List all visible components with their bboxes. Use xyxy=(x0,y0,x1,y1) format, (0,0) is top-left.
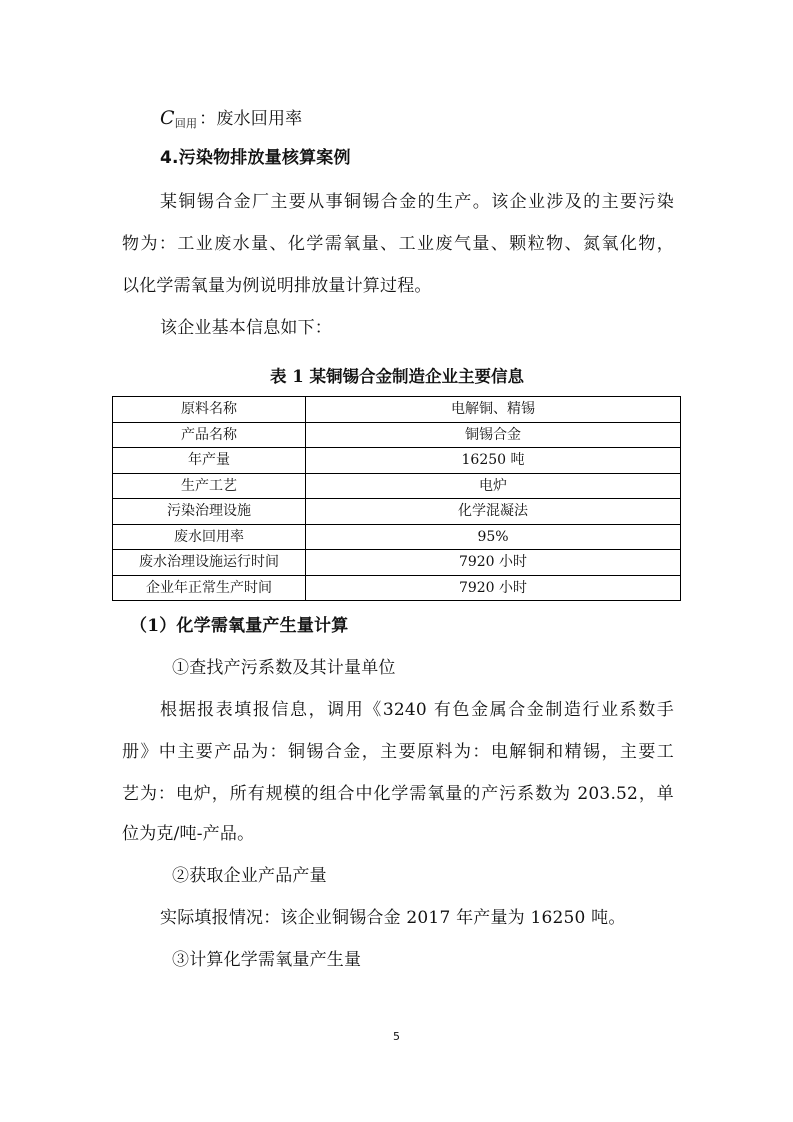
table-row xyxy=(113,397,681,423)
table-label: 废水回用率 xyxy=(113,524,306,550)
table-value: 化学混凝法 xyxy=(306,499,681,525)
table-row xyxy=(113,499,681,525)
table-label: 原料名称 xyxy=(113,397,306,423)
table-row xyxy=(113,473,681,499)
table-value: 铜锡合金 xyxy=(306,422,681,448)
intro-line-3: 以化学需氧量为例说明排放量计算过程。 xyxy=(122,276,432,296)
variable-definition xyxy=(160,108,674,134)
step-3-heading: ③计算化学需氧量产生量 xyxy=(172,950,362,970)
table-row xyxy=(113,422,681,448)
enterprise-info-table xyxy=(112,396,681,601)
intro-line-1: 某铜锡合金厂主要从事铜锡合金的生产。该企业涉及的主要污染 xyxy=(160,192,674,212)
page-number: 5 xyxy=(393,1030,400,1043)
step-1-line-1: 根据报表填报信息，调用《3240 有色金属合金制造行业系数手 xyxy=(160,700,674,720)
table-caption: 表 1 某铜锡合金制造企业主要信息 xyxy=(270,367,524,386)
table-value: 电炉 xyxy=(306,473,681,499)
variable-subscript: 回用 xyxy=(174,117,198,130)
step-1-heading: ①查找产污系数及其计量单位 xyxy=(172,658,396,678)
table-label: 污染治理设施 xyxy=(113,499,306,525)
section-heading-4: 4.污染物排放量核算案例 xyxy=(160,148,351,168)
table-value: 电解铜、精锡 xyxy=(306,397,681,423)
variable-text: ：废水回用率 xyxy=(199,109,303,129)
table-label: 产品名称 xyxy=(113,422,306,448)
section-1-title: （1）化学需氧量产生量计算 xyxy=(130,616,349,636)
step-1-line-4: 位为克/吨-产品。 xyxy=(122,824,255,844)
step-1-line-3: 艺为：电炉，所有规模的组合中化学需氧量的产污系数为 203.52，单 xyxy=(122,784,674,804)
table-label: 废水治理设施运行时间 xyxy=(113,550,306,576)
step-1-line-2: 册》中主要产品为：铜锡合金，主要原料为：电解铜和精锡，主要工 xyxy=(122,742,674,762)
basic-info-intro: 该企业基本信息如下： xyxy=(160,318,332,338)
table-row xyxy=(113,550,681,576)
variable-symbol: C xyxy=(160,107,175,129)
step-2-text: 实际填报情况：该企业铜锡合金 2017 年产量为 16250 吨。 xyxy=(160,908,626,928)
table-label: 年产量 xyxy=(113,448,306,474)
table-row xyxy=(113,524,681,550)
table-value: 7920 小时 xyxy=(306,550,681,576)
intro-line-2: 物为：工业废水量、化学需氧量、工业废气量、颗粒物、氮氧化物， xyxy=(122,234,674,254)
table-row xyxy=(113,448,681,474)
table-value: 95% xyxy=(306,524,681,550)
table-value: 16250 吨 xyxy=(306,448,681,474)
table-label: 企业年正常生产时间 xyxy=(113,575,306,601)
table-value: 7920 小时 xyxy=(306,575,681,601)
step-2-heading: ②获取企业产品产量 xyxy=(172,866,327,886)
table-label: 生产工艺 xyxy=(113,473,306,499)
table-row xyxy=(113,575,681,601)
